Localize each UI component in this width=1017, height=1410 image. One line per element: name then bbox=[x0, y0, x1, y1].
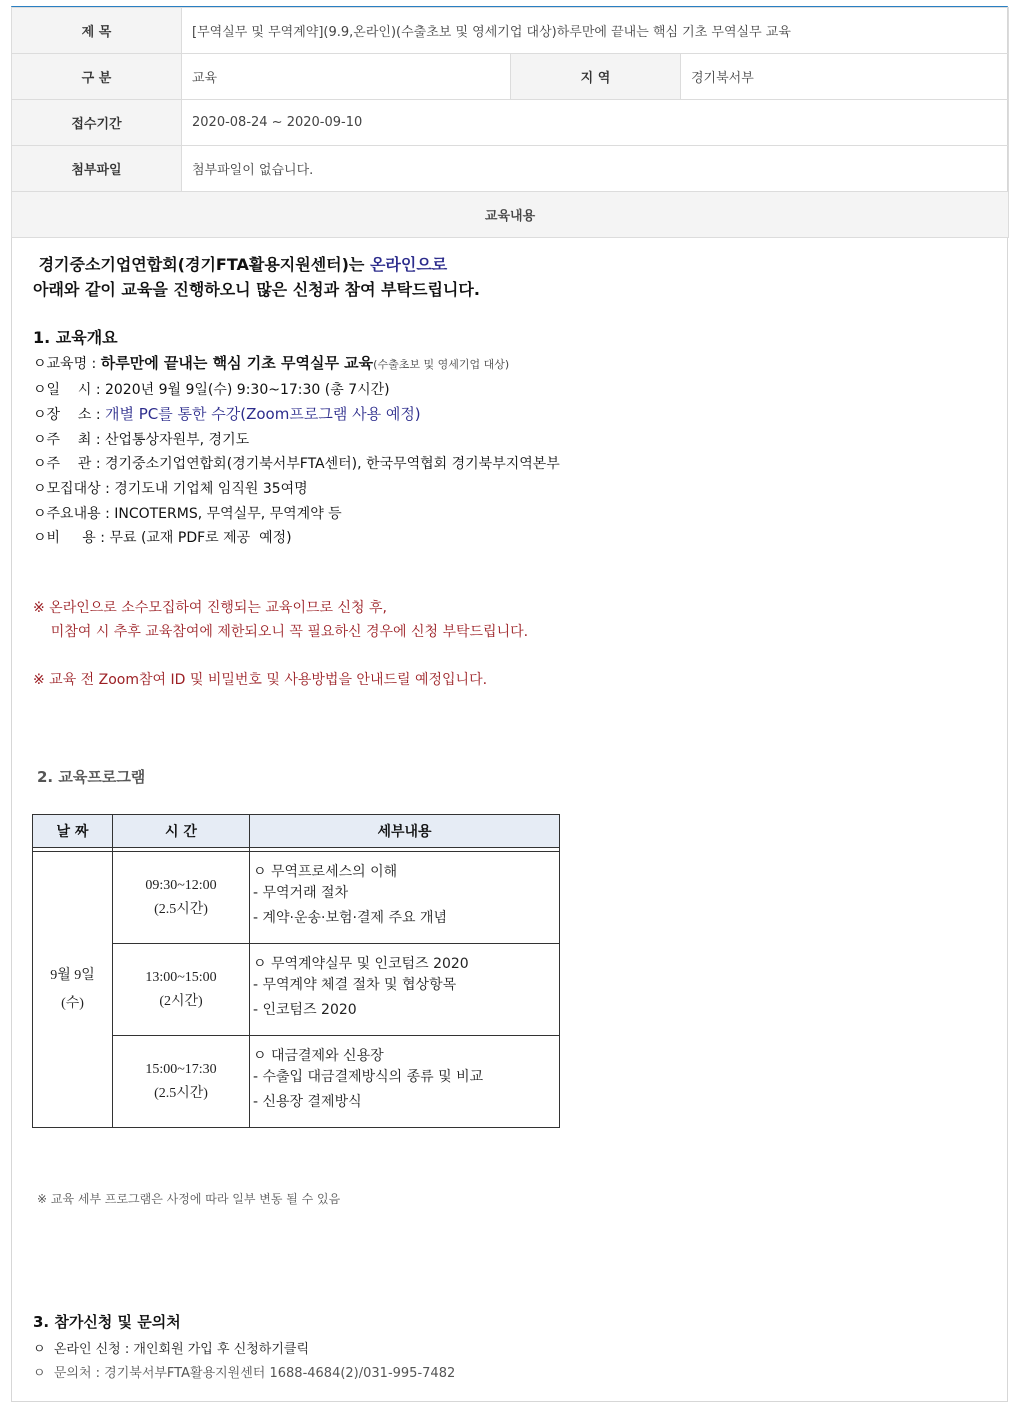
session-date bbox=[33, 852, 113, 1128]
session-time bbox=[113, 944, 250, 1036]
time-hours: (2.5시간) bbox=[154, 901, 208, 917]
course-host: ㅇ주 최 : 산업통상자원부, 경기도 bbox=[33, 431, 250, 448]
info-table bbox=[11, 7, 1009, 238]
time-range: 13:00~15:00 bbox=[145, 969, 217, 985]
title-value: [무역실무 및 무역계약](9.9,온라인)(수출초보 및 영세기업 대상)하루만에 끝내는 핵심 기초 무역실무 교육 bbox=[182, 8, 1009, 54]
session-details bbox=[250, 1036, 560, 1128]
detail-item: ㅇ 무역계약실무 및 인코텀즈 2020 bbox=[253, 956, 469, 972]
period-value: 2020-08-24 ~ 2020-09-10 bbox=[182, 100, 1009, 146]
detail-item: - 신용장 결제방식 bbox=[253, 1094, 362, 1110]
time-hours: (2.5시간) bbox=[154, 1085, 208, 1101]
session-details bbox=[250, 944, 560, 1036]
time-hours: (2시간) bbox=[159, 993, 203, 1009]
course-name bbox=[33, 351, 560, 378]
session-time bbox=[113, 1036, 250, 1128]
detail-item: ㅇ 무역프로세스의 이해 bbox=[253, 864, 398, 880]
program-table bbox=[32, 814, 560, 1128]
warning-1 bbox=[33, 596, 528, 644]
category-value: 교육 bbox=[182, 54, 511, 100]
course-place-value: 개별 PC를 통한 수강(Zoom프로그램 사용 예정) bbox=[105, 405, 421, 424]
section2-heading: 2. 교육프로그램 bbox=[37, 768, 146, 786]
header-time: 시 간 bbox=[113, 815, 250, 848]
table-row bbox=[33, 1036, 560, 1128]
date-line1: 9월 9일 bbox=[50, 967, 95, 983]
attach-label: 첨부파일 bbox=[12, 146, 182, 192]
program-note: ※ 교육 세부 프로그램은 사정에 따라 일부 변동 될 수 있음 bbox=[37, 1192, 341, 1206]
intro-text: 경기중소기업연합회(경기FTA활용지원센터)는 bbox=[33, 255, 370, 274]
category-label: 구 분 bbox=[12, 54, 182, 100]
detail-item: - 계약·운송·보험·결제 주요 개념 bbox=[253, 910, 448, 926]
course-date: ㅇ일 시 : 2020년 9월 9일(수) 9:30~17:30 (총 7시간) bbox=[33, 381, 390, 398]
intro-line1 bbox=[33, 252, 993, 277]
period-label: 접수기간 bbox=[12, 100, 182, 146]
course-fee: ㅇ비 용 : 무료 (교재 PDF로 제공 예정) bbox=[33, 530, 292, 547]
section1-heading: 1. 교육개요 bbox=[33, 328, 118, 347]
section3-heading: 3. 참가신청 및 문의처 bbox=[33, 1313, 181, 1331]
section-overview bbox=[33, 327, 560, 551]
content-header: 교육내용 bbox=[12, 192, 1009, 238]
date-line2: (수) bbox=[61, 995, 84, 1011]
header-details: 세부내용 bbox=[250, 815, 560, 848]
contact-line: ㅇ 문의처 : 경기북서부FTA활용지원센터 1688-4684(2)/031-995-7482 bbox=[33, 1366, 456, 1381]
detail-item: ㅇ 대금결제와 신용장 bbox=[253, 1048, 384, 1064]
time-range: 09:30~12:00 bbox=[145, 877, 217, 893]
detail-item: - 무역거래 절차 bbox=[253, 885, 349, 901]
course-topics: ㅇ주요내용 : INCOTERMS, 무역실무, 무역계약 등 bbox=[33, 505, 342, 522]
course-name-note: (수출초보 및 영세기업 대상) bbox=[373, 358, 510, 371]
warning-1-line1: ※ 온라인으로 소수모집하여 진행되는 교육이므로 신청 후, bbox=[33, 600, 387, 616]
header-date: 날 짜 bbox=[33, 815, 113, 848]
time-range: 15:00~17:30 bbox=[145, 1061, 217, 1077]
session-details bbox=[250, 852, 560, 944]
warning-1-line2: 미참여 시 추후 교육참여에 제한되오니 꼭 필요하신 경우에 신청 부탁드립니다. bbox=[33, 624, 529, 640]
course-organizer: ㅇ주 관 : 경기중소기업연합회(경기북서부FTA센터), 한국무역협회 경기북부지역본부 bbox=[33, 456, 560, 473]
detail-item: - 인코텀즈 2020 bbox=[253, 1002, 357, 1018]
course-name-value: 하루만에 끝내는 핵심 기초 무역실무 교육 bbox=[100, 354, 374, 372]
title-label: 제 목 bbox=[12, 8, 182, 54]
region-value: 경기북서부 bbox=[681, 54, 1009, 100]
region-label: 지 역 bbox=[511, 54, 681, 100]
intro-line2: 아래와 같이 교육을 진행하오니 많은 신청과 참여 부탁드립니다. bbox=[33, 280, 480, 299]
course-name-label: ㅇ교육명 : bbox=[33, 356, 101, 372]
session-time bbox=[113, 852, 250, 944]
intro bbox=[33, 252, 993, 302]
attach-value: 첨부파일이 없습니다. bbox=[182, 146, 1009, 192]
warning-2: ※ 교육 전 Zoom참여 ID 및 비밀번호 및 사용방법을 안내드릴 예정입니다. bbox=[33, 672, 488, 688]
table-row bbox=[33, 944, 560, 1036]
table-row bbox=[33, 852, 560, 944]
detail-item: - 수출입 대금결제방식의 종류 및 비교 bbox=[253, 1069, 484, 1085]
course-place-label: ㅇ장 소 : bbox=[33, 407, 105, 424]
intro-online: 온라인으로 bbox=[369, 255, 448, 274]
apply-line: ㅇ 온라인 신청 : 개인회원 가입 후 신청하기클릭 bbox=[33, 1342, 310, 1357]
course-target: ㅇ모집대상 : 경기도내 기업체 임직원 35여명 bbox=[33, 480, 308, 497]
section-apply bbox=[33, 1311, 455, 1386]
course-place bbox=[33, 402, 560, 428]
detail-item: - 무역계약 체결 절차 및 협상항목 bbox=[253, 977, 457, 993]
